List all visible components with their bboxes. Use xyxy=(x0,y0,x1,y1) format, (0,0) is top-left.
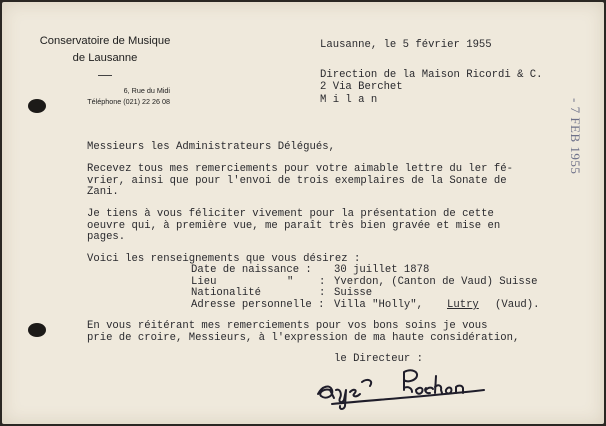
birth-label: Date de naissance : xyxy=(191,264,312,276)
salutation: Messieurs les Administrateurs Délégués, xyxy=(87,141,335,153)
nationality-separator: : xyxy=(319,287,326,299)
paragraph2-line1: Je tiens à vous féliciter vivement pour la présentation de cette xyxy=(87,208,494,220)
handwritten-signature xyxy=(312,360,492,412)
paragraph2-line3: pages. xyxy=(87,231,126,243)
date-line: Lausanne, le 5 février 1955 xyxy=(320,39,492,51)
address-label: Adresse personnelle : xyxy=(191,299,325,311)
institution-name-line2: de Lausanne xyxy=(72,52,138,64)
institution-name-line1: Conservatoire de Musique xyxy=(39,35,171,47)
nationality-value: Suisse xyxy=(334,287,373,299)
recipient-line1: Direction de la Maison Ricordi & C. xyxy=(320,69,543,81)
paragraph1-line3: Zani. xyxy=(87,186,119,198)
address-value-c: (Vaud). xyxy=(495,299,540,311)
address-value-b: Lutry xyxy=(447,299,479,311)
closing-line1: En vous réitérant mes remerciements pour vos bons soins je vous xyxy=(87,320,488,332)
address-value-a: Villa "Holly", xyxy=(334,299,424,311)
recipient-line3: M i l a n xyxy=(320,94,378,106)
place-separator: : xyxy=(319,276,326,288)
paragraph1-line1: Recevez tous mes remerciements pour votre aimable lettre du ler fé- xyxy=(87,163,513,175)
place-label: Lieu xyxy=(191,276,217,288)
nationality-label: Nationalité xyxy=(191,287,261,299)
letterhead-divider xyxy=(98,75,112,76)
paragraph2-line2: oeuvre qui, à première vue, me paraît très bien gravée et mise en xyxy=(87,220,501,232)
info-intro: Voici les renseignements que vous désirez : xyxy=(87,253,361,265)
received-date-stamp: - 7 FEB 1955 xyxy=(568,97,583,175)
institution-address: 6, Rue du Midi xyxy=(123,86,170,95)
recipient-line2: 2 Via Berchet xyxy=(320,81,403,93)
place-ditto: " xyxy=(287,276,294,288)
institution-phone: Téléphone (021) 22 26 08 xyxy=(87,97,170,106)
punch-hole-bottom xyxy=(28,323,46,337)
place-value: Yverdon, (Canton de Vaud) Suisse xyxy=(334,276,538,288)
closing-line2: prie de croire, Messieurs, à l'expression de ma haute considération, xyxy=(87,332,520,344)
letterhead xyxy=(30,33,180,107)
signoff: le Directeur : xyxy=(334,353,424,365)
birth-value: 30 juillet 1878 xyxy=(334,264,430,276)
paragraph1-line2: vrier, ainsi que pour l'envoi de trois exemplaires de la Sonate de xyxy=(87,175,507,187)
